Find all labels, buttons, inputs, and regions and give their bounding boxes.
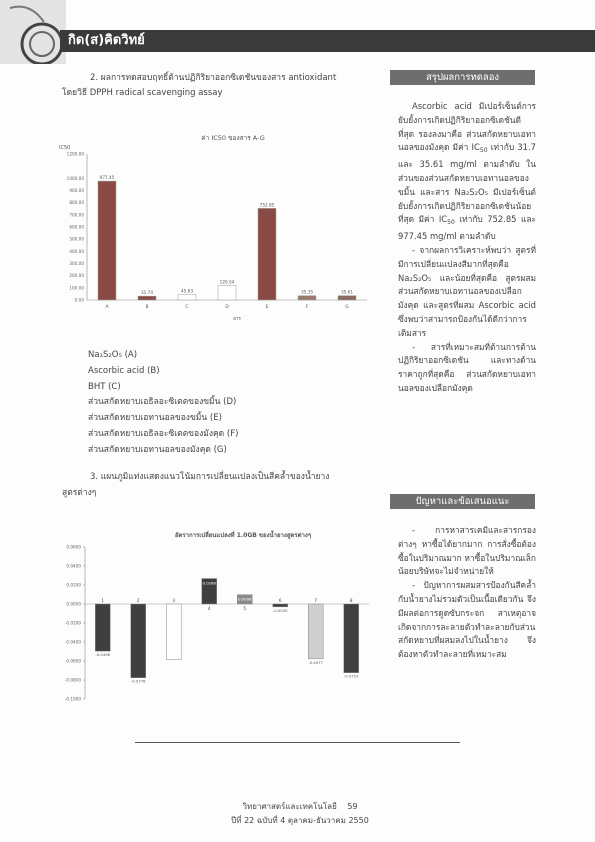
footer-title: วิทยาศาสตร์และเทคโนโลยี [242, 802, 337, 811]
data-label: 752.85 [259, 202, 275, 208]
summary-point-2: - จากผลการวิเคราะห์พบว่า สูตรที่มีการเปลี่ยนแปลงสีมากที่สุดคือ Na₂S₂O₅ และน้อยที่สุดคือ สูตรผสมส่วนสกัดหยาบเอทานอลของเปลือกมังคุด และสูตรที่ผสม Ascorbic acid ซึ่งพบว่าสามารถป้องกันได้ดีกว่าการเติมสาร [398, 244, 536, 338]
y-tick-label: -0.0800 [64, 677, 81, 683]
x-tick-label: 5 [243, 606, 247, 611]
chart-title: อัตราการเปลี่ยนแปลงที่ 1.0GB ของน้ำยางสูตรต่างๆ [174, 532, 312, 539]
x-tick-label: D [225, 305, 229, 310]
summary-text-b: เท่ากับ 31.7 และ 35.61 mg/ml ตามลำดับ ในส่วนของส่วนสกัดหยาบเอทานอลของขมิ้น และสาร Na₂S₂O₅ มีเปอร์เซ็นต์ยับยั้งการเกิดปฏิกิริยาออกซิเดชันน้อยที่สุด มีค่า IC [398, 142, 536, 225]
data-label: 977.45 [99, 175, 115, 181]
data-label: 35.35 [301, 289, 313, 295]
section3-line-1: 3. แผนภูมิแท่งแสดงแนวโน้มการเปลี่ยนแปลงเป็นสีคล้ำของน้ำยาง [90, 472, 330, 482]
data-label: 120.54 [219, 279, 235, 285]
bar [218, 285, 236, 300]
summary-heading: สรุปผลการทดลอง [390, 70, 535, 85]
x-tick-label: 4 [207, 606, 211, 611]
x-tick-label: F [305, 305, 309, 310]
x-tick-label: B [145, 305, 149, 310]
data-label: -0.0723 [343, 673, 359, 679]
x-axis-label: สาร [233, 317, 241, 322]
x-tick-label: E [265, 305, 269, 310]
intro-line-1: 2. ผลการทดสอบฤทธิ์ต้านปฏิกิริยาออกซิเดชันของสาร antioxidant [90, 73, 337, 83]
y-tick-label: -0.1000 [64, 696, 81, 702]
bar [258, 208, 276, 300]
legend-item: ส่วนสกัดหยาบเอทานอลของขมิ้น (E) [88, 413, 222, 424]
data-label: -0.0577 [308, 659, 324, 665]
x-tick-label: 3 [172, 598, 176, 603]
chart-title: ค่า IC50 ของสาร A-G [201, 134, 265, 142]
bar [178, 294, 196, 300]
legend-item: Na₂S₂O₅ (A) [88, 350, 138, 360]
bar [298, 296, 316, 300]
bar [166, 604, 181, 660]
bar [344, 604, 359, 673]
bar [98, 181, 116, 300]
y-tick-label: 200.00 [69, 273, 84, 279]
y-tick-label: 800.00 [69, 200, 84, 206]
footer-divider [135, 742, 460, 743]
data-label: 0.0098 [238, 596, 252, 602]
x-tick-label: A [105, 305, 109, 310]
data-label: 45.93 [181, 288, 193, 294]
bar [131, 604, 146, 678]
y-tick-label: -0.0200 [64, 620, 81, 626]
y-tick-label: 0.0000 [66, 601, 81, 607]
x-tick-label: 2 [136, 598, 140, 603]
x-tick-label: 7 [314, 598, 318, 603]
ic50-chart [55, 128, 375, 328]
problems-body [398, 524, 536, 662]
x-tick-label: C [185, 305, 189, 310]
header-logo [0, 0, 66, 64]
y-tick-label: 900.00 [69, 188, 84, 193]
summary-body: Ascorbic acid มีเปอร์เซ็นต์การยับยั้งการเกิดปฏิกิริยาออกซิเดชันดีที่สุด รองลงมาคือ ส่วนสกัดหยาบเอทานอลของมังคุด มีค่า $IC_{50}$ เท่ากับ 31.7 และ 35.61 mg/ml ตามลำดับ ในส่วนของส่วนสกัดหยาบเอทานอลของขมิ้น และสาร Na₂S₂O₅ มีเปอร์เซ็นต์ยับยั้งการเกิดปฏิกิริยาออกซิเดชันน้อยที่สุด มีค่า $IC_{50}$ เท่ากับ 752.85 และ 977.45 mg/ml ตามลำดับ - จากผลการวิเคราะห์พบว่า สูตรที่มีการเปลี่ยนแปลงสีมากที่สุดคือ Na₂S₂O₅ และน้อยที่สุดคือ สูตรผสมส่วนสกัดหยาบเอทานอลของเปลือกมังคุด และสูตรที่ผสม Ascorbic acid ซึ่งพบว่าสามารถป้องกันได้ดีกว่าการเติมสาร - สารที่เหมาะสมที่ต้านการต้านปฏิกิริยาออกซิเดชัน และทางด้านราคาถูกที่สุดคือ ส่วนสกัดหยาบเอทานอลของเปลือกมังคุด [398, 100, 536, 396]
header-title: กิด(ส)คิดวิทย์ [68, 33, 145, 48]
y-tick-label: 500.00 [69, 236, 84, 242]
legend-item: ส่วนสกัดหยาบเอธิลอะซิเตตของมังคุด (F) [88, 428, 239, 439]
bar [273, 604, 288, 607]
problems-heading: ปัญหาและข้อเสนอแนะ [390, 494, 535, 509]
problem-point-1: - การหาสารเคมีและสารกรองต่างๆ หาซื้อได้ยากมาก การสั่งซื้อต้องซื้อในปริมาณมาก หาซื้อในปริมาณเล็กน้อยบริษัทจะไม่จำหน่ายให้ [398, 525, 536, 577]
bar [95, 604, 110, 651]
x-tick-label: 6 [278, 598, 282, 603]
data-label: -0.0030 [272, 607, 288, 613]
y-tick-label: 600.00 [69, 224, 84, 230]
page-number: 59 [347, 802, 358, 811]
y-tick-label: 0.0200 [66, 582, 81, 588]
bar [138, 296, 156, 300]
intro-line-2: โดยวิธี DPPH radical scavenging assay [62, 88, 223, 98]
footer-journal [215, 801, 385, 813]
y-tick-label: -0.0600 [64, 658, 81, 664]
data-label: 0.0268 [202, 580, 216, 586]
y-tick-label: 0.0600 [66, 544, 81, 550]
problem-point-2: - ปัญหาการผสมสารป้องกันสีคล้ำกับน้ำยางไม่รวมตัวเป็นเนื้อเดียวกัน จึงมีผลต่อการดูดซับกระจก สาเหตุอาจเกิดจากการละลายตัวทำละลายกับส่วนสกัดหยาบที่ผสมลงไปในน้ำยาง จึงต้องหาตัวทำละลายที่เหมาะสม [398, 580, 536, 660]
y-tick-label: 400.00 [69, 248, 84, 254]
y-tick-label: 100.00 [69, 285, 84, 291]
y-tick-label: 0.0400 [66, 563, 81, 569]
y-tick-label: 300.00 [69, 261, 84, 266]
color-change-chart [55, 525, 375, 710]
y-tick-label: 1200.00 [66, 151, 84, 157]
y-axis-label: IC50 [59, 145, 71, 151]
legend-item: ส่วนสกัดหยาบเอทานอลของมังคุด (G) [88, 444, 227, 455]
substance-legend [88, 348, 238, 459]
data-label: -0.0776 [130, 678, 146, 684]
y-tick-label: 0.00 [74, 297, 84, 303]
section3-line-2: สูตรต่างๆ [62, 488, 97, 498]
y-tick-label: 700.00 [69, 212, 84, 218]
footer-issue: ปีที่ 22 ฉบับที่ 4 ตุลาคม-ธันวาคม 2550 [231, 816, 369, 825]
data-label: -0.0496 [95, 652, 111, 658]
legend-item: Ascorbic acid (B) [88, 365, 160, 376]
x-tick-label: 1 [101, 598, 105, 603]
legend-item: BHT (C) [88, 381, 121, 392]
logo-emblem [0, 0, 66, 64]
summary-point-3: - สารที่เหมาะสมที่ต้านการต้านปฏิกิริยาออกซิเดชัน และทางด้านราคาถูกที่สุดคือ ส่วนสกัดหยาบเอทานอลของเปลือกมังคุด [398, 341, 536, 393]
summary-text-a: Ascorbic acid มีเปอร์เซ็นต์การยับยั้งการเกิดปฏิกิริยาออกซิเดชันดีที่สุด รองลงมาคือ ส่วนสกัดหยาบเอทานอลของมังคุด มีค่า IC [398, 101, 536, 153]
x-tick-label: G [345, 305, 349, 310]
summary-text-c: เท่ากับ 752.85 และ 977.45 mg/ml ตามลำดับ [398, 214, 536, 242]
legend-item: ส่วนสกัดหยาบเอธิลอะซิเตตของขมิ้น (D) [88, 397, 237, 408]
data-label: 31.74 [141, 290, 153, 296]
data-label: 35.61 [341, 289, 353, 295]
bar [308, 604, 323, 659]
y-tick-label: 1000.00 [66, 175, 84, 181]
y-tick-label: -0.0400 [64, 639, 81, 645]
x-tick-label: 8 [349, 598, 353, 603]
bar [338, 296, 356, 300]
